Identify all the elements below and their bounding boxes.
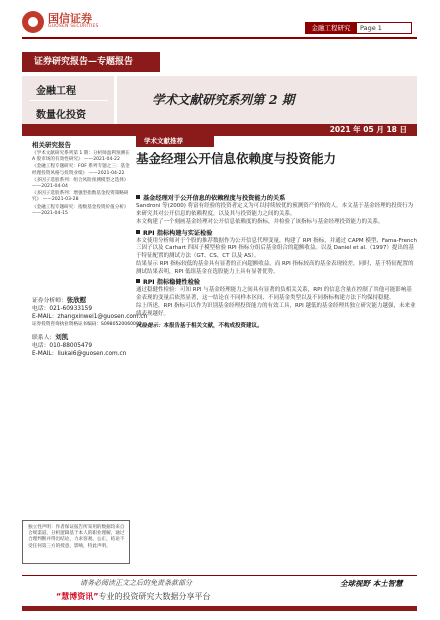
contact-email[interactable]: E-MAIL：liukai6@guosen.com.cn [32,351,127,357]
category-panel [22,76,112,124]
band-separator [114,76,117,124]
header-section-tag: 金融工程研究 [305,22,357,34]
related-report-item[interactable]: 《金融工程专题研究：指数基金投资价值分析》 ——2021-04-15 [32,204,129,216]
title-band [22,76,417,124]
disclaimer-note: 请务必阅读正文之后的免责条款部分 [80,579,192,587]
page-number: Page 1 [356,22,412,34]
bullet-square-icon [136,195,140,199]
bullet-square-icon [136,230,140,234]
related-report-item[interactable]: 《多因子选股系列：组合风险预测模型之选择》 ——2021-04-04 [32,177,129,190]
analyst-phone: 电话：021-60933159 [32,306,93,312]
paragraph: 综上所述，RPI 指标可以作为识别基金经理投资能力的有效工具，RPI 越低的基金经理其独立研究能力越强，未来业绩表现越好。 [136,303,416,317]
contact-phone: 电话：010-88005479 [32,343,93,349]
footer-rule [22,575,417,576]
watermark-banner [56,591,211,602]
article-title: 基金经理公开信息依赖度与投资能力 [136,151,337,166]
footer-bar [22,606,417,611]
report-title: 学术文献研究系列第 2 期 [152,92,295,107]
footer-slogan: 全球视野 本土智慧 [340,579,403,588]
category-primary: 金融工程 [36,86,76,97]
risk-warning [136,323,417,330]
independence-statement: 独立性声明：作者保证报告所采用的数据均来自合规渠道，分析逻辑基于本人的职业理解，通过合理判断并得出结论，力求客观、公正，结论不受任何第三方的授意、影响，特此声明。 [28,525,125,549]
section-heading: RPI 指标稳健性检验 [136,279,417,286]
risk-label: 风险提示： [136,323,164,330]
analyst-cert: 证券投资咨询执业资格证书编码：S0980520060001 [32,322,142,327]
related-report-item[interactable]: 《多因子选股系列：增强型指数基金投资策略研究》 ——2021-03-28 [32,191,129,203]
logo-mark-icon [22,11,44,33]
analyst-name: 张欣慰 [66,296,87,304]
paragraph: 结果显示 RPI 指标较低的基金具有显著的正向超额收益，而 RPI 指标较高的基金表现较差。同时，基于特征配置的测试结果表明，RPI 低组基金在选股能力上具有显著优势。 [136,261,414,275]
subsection-tag: 学术文献推荐 [136,136,214,147]
brand-name: “慧博资讯” [56,592,99,601]
category-divider [30,100,108,101]
logo-en-text: GUOSEN SECURITIES [48,24,99,29]
header-rule [22,37,417,39]
contacts-block [32,296,148,358]
section-heading: 基金经理对于公开信息的依赖程度与投资能力的关系 [136,195,417,202]
article-body [136,192,417,331]
paragraph: 本文构建了一个刻画基金经理对公开信息依赖度的指标，并检验了该指标与基金经理投资能力的关系。 [136,219,384,226]
related-reports-list [32,151,130,218]
bullet-square-icon [136,279,140,283]
company-logo [22,9,142,37]
report-series-label: 证券研究报告—专题报告 [22,52,160,72]
category-secondary: 数量化投资 [36,110,86,121]
related-report-item[interactable]: 《金融工程专题研究：FOF 系列专题之三：基金经理投资风格与投资业绩》 ——2021-04-22 [32,164,130,176]
report-date: 2021 年 05 月 18 日 [329,125,407,134]
analyst-email[interactable]: E-MAIL：zhangxinwei1@guosen.com.cn [32,314,148,320]
paragraph: 本文使用分析师对于个股的推荐数据作为公开信息代理变量，构建了 RPI 指标，并通过 CAPM 模型、Fama-French 三因子以及 Carhart 四因子模型检验 RPI 指标分组后基金组合的超额收益。以及 Daniel et al.（1997）提出的基于特征配置的测试方法（GT、CS、CT 以及 AS）。 [136,238,417,259]
date-bar [22,124,417,136]
related-reports-heading: 相关研究报告 [32,141,71,149]
contact-label: 联系人： [32,335,56,341]
section-heading: RPI 指标构建与实证检验 [136,230,417,237]
brand-tagline: 专业的投资研究大数据分享平台 [98,592,211,601]
logo-cn-text: 国信证券 [48,12,92,25]
paragraph: Sandroni 等(2000) 将富有经验的投资者定义为可以持续较优的预测资产价格的人。本文基于基金经理的投资行为来研究其对公开信息的依赖程度，以及其与投资能力之间的关系。 [136,203,414,217]
independence-statement-box [22,520,130,564]
paragraph: 通过稳健性检验：可知 RPI 与基金经理能力之间具有显著的负相关关系，RPI 的信息含量在控制了其他可能影响基金表现的变量后依然显著，这一结论在不同样本区间、不同基金类型以及不同指标构建方法下均保持稳健。 [136,287,412,301]
analyst-label: 证券分析师： [32,298,67,304]
contact-name: 刘凯 [55,333,69,341]
risk-text: 本报告基于相关文献，不构成投资建议。 [163,323,263,330]
related-report-item[interactable]: 《学术文献研究系列第 1 期：分析师盈利预测在 A 股市场的有效性研究》 ——2021-04-22 [32,151,130,163]
